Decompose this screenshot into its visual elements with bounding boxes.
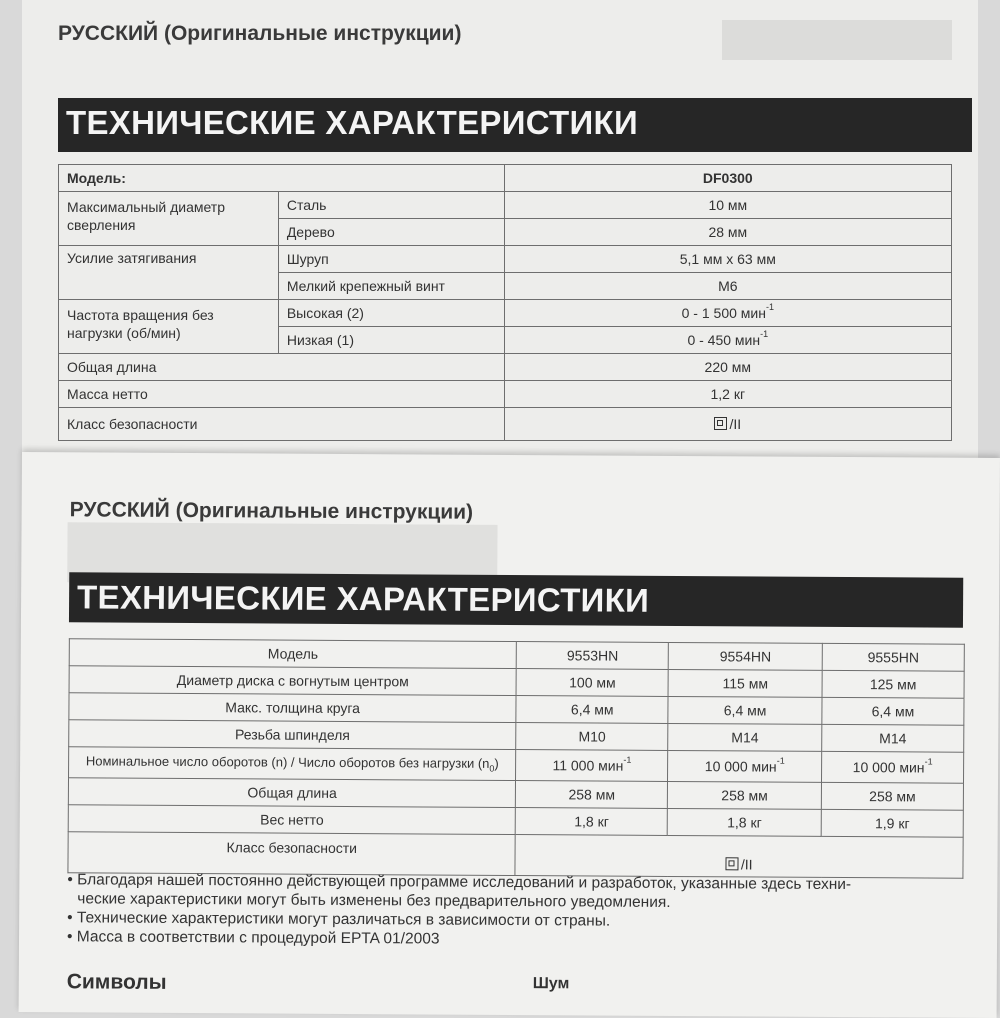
weight-label: Масса нетто [59,381,505,408]
spec-table-df0300 [58,164,952,441]
safety-label: Класс безопасности [59,408,505,441]
speed-value: 10 000 мин$^{-1}$ [822,751,964,783]
weight-value: 1,9 кг [821,809,963,837]
wood-value: 28 мм [504,219,951,246]
steel-label: Сталь [278,192,504,219]
thread-value: M14 [668,723,822,751]
note-line: • Масса в соответствии с процедурой EPTA 01/2003 [66,928,440,948]
table-row [59,354,952,381]
symbols-heading: Символы [66,970,167,994]
table-row [59,381,952,408]
note-line: ческие характеристики могут быть изменены без предварительного уведомления. [77,890,671,911]
model-label: Модель [69,639,517,669]
disc-diameter-label: Диаметр диска с вогнутым центром [69,666,517,696]
model-label: Модель: [59,165,505,192]
notes [67,870,967,951]
bleed-through-shadow [722,20,952,60]
wood-label: Дерево [278,219,504,246]
weight-value: 1,8 кг [667,808,821,836]
speed-label: Номинальное число оборотов (n) / Число оборотов без нагрузки $(n_0)$ [69,747,517,781]
torque-label: Усилие затягивания [59,246,279,300]
model-value: DF0300 [504,165,951,192]
length-value: 220 мм [504,354,951,381]
length-label: Общая длина [68,778,516,808]
weight-value: 1,2 кг [504,381,951,408]
table-row [59,300,952,327]
speed-value: 11 000 мин$^{-1}$ [516,750,668,782]
double-insulation-icon [726,857,739,870]
drill-diameter-label: Максимальный диаметр сверления [59,192,279,246]
note-line: • Благодаря нашей постоянно действующей программе исследований и разработок, указанные здесь техни- [67,871,852,894]
thickness-value: 6,4 мм [822,697,964,725]
table-row [59,408,952,441]
table-row [59,246,952,273]
bottom-page [19,452,1000,1018]
thickness-value: 6,4 мм [668,696,822,724]
safety-value: /II [504,408,951,441]
length-value: 258 мм [516,781,668,809]
weight-value: 1,8 кг [516,808,668,836]
high-speed-label: Высокая (2) [278,300,504,327]
note-line: • Технические характеристики могут различаться в зависимости от страны. [67,909,611,930]
screw-value: 5,1 мм x 63 мм [504,246,951,273]
length-value: 258 мм [821,782,963,810]
speed-value: 10 000 мин$^{-1}$ [668,750,822,782]
model-value: 9555HN [822,643,964,671]
length-label: Общая длина [59,354,505,381]
language-heading: РУССКИЙ (Оригинальные инструкции) [69,498,474,524]
small-screw-label: Мелкий крепежный винт [278,273,504,300]
safety-value: /II [515,835,963,879]
spec-table-9553hn [67,638,964,878]
disc-diameter-value: 100 мм [516,669,668,697]
length-value: 258 мм [668,781,822,809]
low-speed-label: Низкая (1) [278,327,504,354]
thickness-label: Макс. толщина круга [69,693,517,723]
small-screw-value: M6 [504,273,951,300]
thread-value: M10 [516,723,668,751]
screw-label: Шуруп [278,246,504,273]
steel-value: 10 мм [504,192,951,219]
language-heading: РУССКИЙ (Оригинальные инструкции) [58,22,462,45]
thread-label: Резьба шпинделя [69,720,517,750]
double-insulation-icon [714,417,727,430]
noise-heading: Шум [532,975,570,993]
high-speed-value: 0 - 1 500 мин$^{-1}$ [504,300,951,327]
thread-value: M14 [822,724,964,752]
table-row [59,192,952,219]
low-speed-value: 0 - 450 мин$^{-1}$ [504,327,951,354]
section-title-banner: ТЕХНИЧЕСКИЕ ХАРАКТЕРИСТИКИ [69,572,963,627]
thickness-value: 6,4 мм [516,696,668,724]
safety-label: Класс безопасности [68,832,516,876]
disc-diameter-value: 125 мм [822,670,964,698]
disc-diameter-value: 115 мм [668,669,822,697]
table-row [59,165,952,192]
weight-label: Вес нетто [68,805,516,835]
model-value: 9553HN [517,642,669,670]
section-title-banner: ТЕХНИЧЕСКИЕ ХАРАКТЕРИСТИКИ [58,98,972,152]
top-page [22,0,978,470]
model-value: 9554HN [668,642,822,670]
speed-label: Частота вращения без нагрузки (об/мин) [59,300,279,354]
